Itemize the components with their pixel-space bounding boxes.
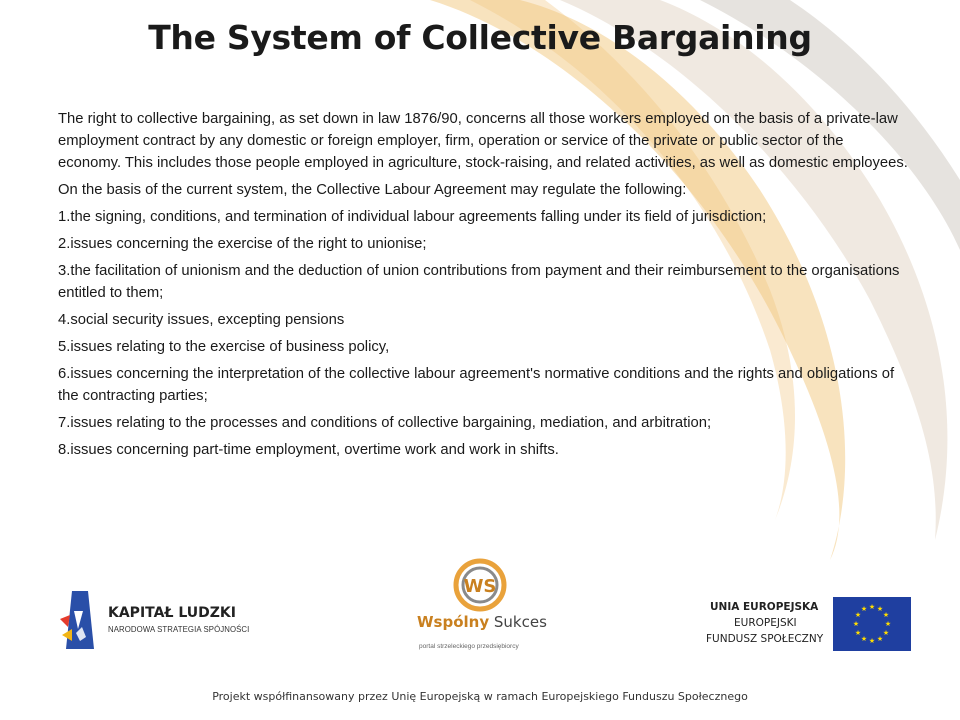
lead-paragraph: On the basis of the current system, the Collective Labour Agreement may regulate the following:: [58, 182, 687, 198]
list-item: 2.issues concerning the exercise of the right to unionise;: [58, 236, 427, 252]
slide-body: [58, 108, 908, 466]
intro-paragraph: The right to collective bargaining, as set down in law 1876/90, concerns all those workers employed on the basis of a private-law employment contract by any domestic or foreign employer, firm, operation or service of the private or public sector of the economy. This includes those people employed in agriculture, stock-raising, and related activities, as well as domestic employees.: [58, 111, 908, 171]
eu-flag-icon: [833, 597, 911, 651]
list-item: 1.the signing, conditions, and termination of individual labour agreements falling under its field of jurisdiction;: [58, 209, 767, 225]
kapital-ludzki-name: KAPITAŁ LUDZKI: [108, 605, 236, 621]
list-item: 8.issues concerning part-time employment, overtime work and work in shifts.: [58, 442, 559, 458]
ws-brand-part-a: Wspólny: [417, 613, 490, 631]
kapital-ludzki-subtitle: NARODOWA STRATEGIA SPÓJNOŚCI: [108, 625, 250, 634]
footer-logos: [0, 555, 960, 685]
svg-text:★: ★: [882, 629, 890, 637]
ws-brand-part-b: Sukces: [489, 613, 547, 631]
ue-line-3: FUNDUSZ SPOŁECZNY: [706, 633, 824, 645]
svg-text:★: ★: [882, 611, 890, 619]
ue-line-1: UNIA EUROPEJSKA: [710, 601, 819, 613]
ws-initials: WS: [463, 576, 497, 597]
svg-text:★: ★: [876, 635, 884, 643]
svg-text:★: ★: [854, 629, 862, 637]
list-item: 5.issues relating to the exercise of business policy,: [58, 339, 390, 355]
list-item: 6.issues concerning the interpretation of the collective labour agreement's normative conditions and the rights and obligations of the contracting parties;: [58, 366, 895, 404]
list-item: 7.issues relating to the processes and conditions of collective bargaining, mediation, and arbitration;: [58, 415, 712, 431]
svg-text:★: ★: [852, 620, 860, 628]
svg-text:★: ★: [860, 635, 868, 643]
svg-text:★: ★: [884, 620, 892, 628]
svg-text:★: ★: [854, 611, 862, 619]
svg-text:★: ★: [876, 605, 884, 613]
svg-text:★: ★: [868, 603, 876, 611]
wspolny-sukces-logo: [405, 555, 555, 661]
slide-title: The System of Collective Bargaining: [148, 18, 812, 57]
kapital-ludzki-emblem-icon: [58, 589, 102, 651]
ws-tagline: portal strzeleckiego przedsiębiorcy: [419, 643, 519, 650]
svg-text:★: ★: [868, 637, 876, 645]
eu-stars-icon: [833, 597, 911, 651]
svg-text:★: ★: [860, 605, 868, 613]
kapital-ludzki-logo: [58, 589, 258, 653]
ws-emblem-icon: [445, 557, 515, 615]
cofinancing-note: Projekt współfinansowany przez Unię Europejską w ramach Europejskiego Funduszu Społecznego: [212, 690, 748, 703]
list-item: 4.social security issues, excepting pensions: [58, 312, 345, 328]
ue-line-2: EUROPEJSKI: [734, 617, 797, 629]
ws-brand-text: [417, 613, 547, 631]
list-item: 3.the facilitation of unionism and the deduction of union contributions from payment and their reimbursement to the organisations entitled to them;: [58, 263, 900, 301]
eu-fund-logo: [700, 595, 915, 657]
